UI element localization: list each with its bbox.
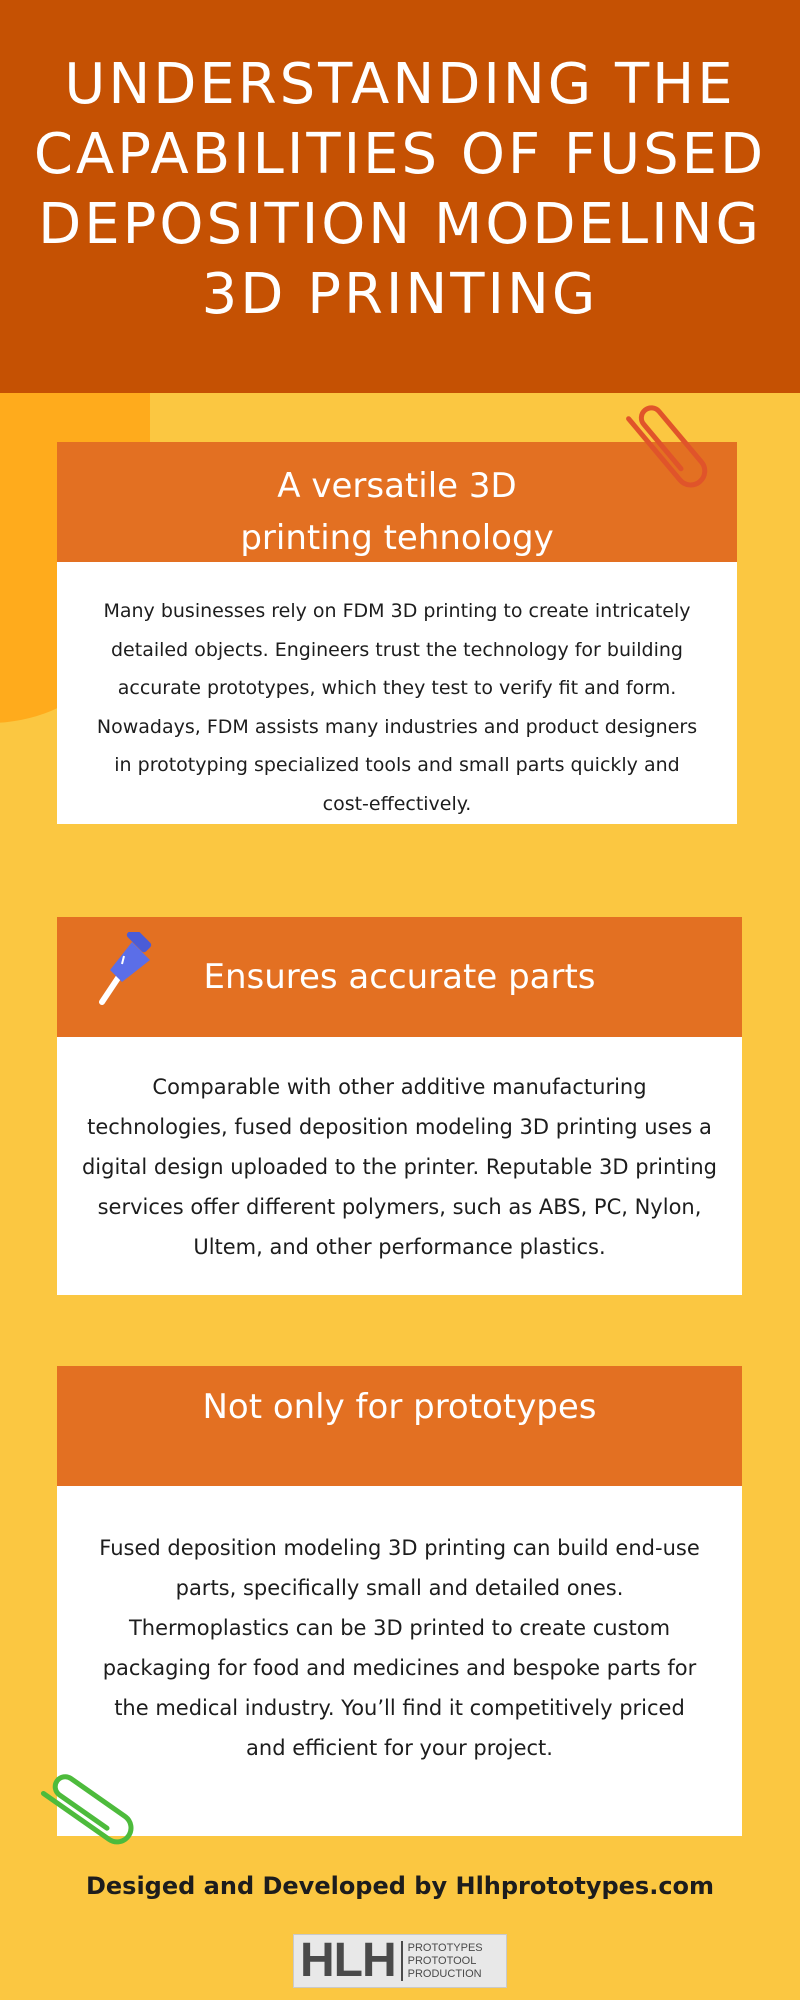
section-1-body	[57, 562, 737, 824]
section-2-text: Comparable with other additive manufacturing technologies, fused deposition modeling 3D printing uses a digital design uploaded to the printer. Reputable 3D printing services offer different polymers, such as ABS, PC, Nylon, Ultem, and other performance plastics.	[81, 1075, 718, 1259]
logo-mark: HLH	[300, 1934, 396, 1987]
section-3-body	[57, 1486, 742, 1836]
section-2-heading: Ensures accurate parts	[203, 957, 596, 997]
section-2-header	[57, 917, 742, 1037]
section-3-heading: Not only for prototypes	[202, 1387, 597, 1427]
logo-tagline	[408, 1942, 483, 1981]
logo-line-1: PROTOTYPES	[407, 1941, 483, 1954]
header-banner	[0, 0, 800, 393]
section-1-heading-line2: printing tehnology	[240, 518, 554, 558]
page-title: UNDERSTANDING THE CAPABILITIES OF FUSED DEPOSITION MODELING 3D PRINTING	[33, 52, 767, 327]
paperclip-icon	[618, 392, 718, 502]
hlh-logo[interactable]	[293, 1934, 507, 1988]
logo-line-3: PRODUCTION	[407, 1967, 482, 1980]
section-2-body	[57, 1037, 742, 1295]
logo-line-2: PROTOTOOL	[407, 1954, 477, 1967]
paperclip-icon	[28, 1760, 148, 1860]
section-3-header	[57, 1366, 742, 1486]
section-1-heading-line1: A versatile 3D	[277, 466, 517, 506]
section-3-text: Fused deposition modeling 3D printing can build end-use parts, specifically small and detailed ones. Thermoplastics can be 3D printed to create custom packaging for food and medicines and bespoke parts for the medical industry. You’ll find it competitively priced and efficient for your project.	[99, 1536, 700, 1760]
logo-divider	[401, 1941, 403, 1981]
footer-credit: Desiged and Developed by Hlhprototypes.com	[85, 1872, 715, 1900]
push-pin-icon	[88, 932, 158, 1010]
section-1-text: Many businesses rely on FDM 3D printing to create intricately detailed objects. Engineers trust the technology for building accurate prototypes, which they test to verify fit and form. Nowadays, FDM assists many industries and product designers in prototyping specialized tools and small parts quickly and cost-effectively.	[96, 600, 698, 815]
